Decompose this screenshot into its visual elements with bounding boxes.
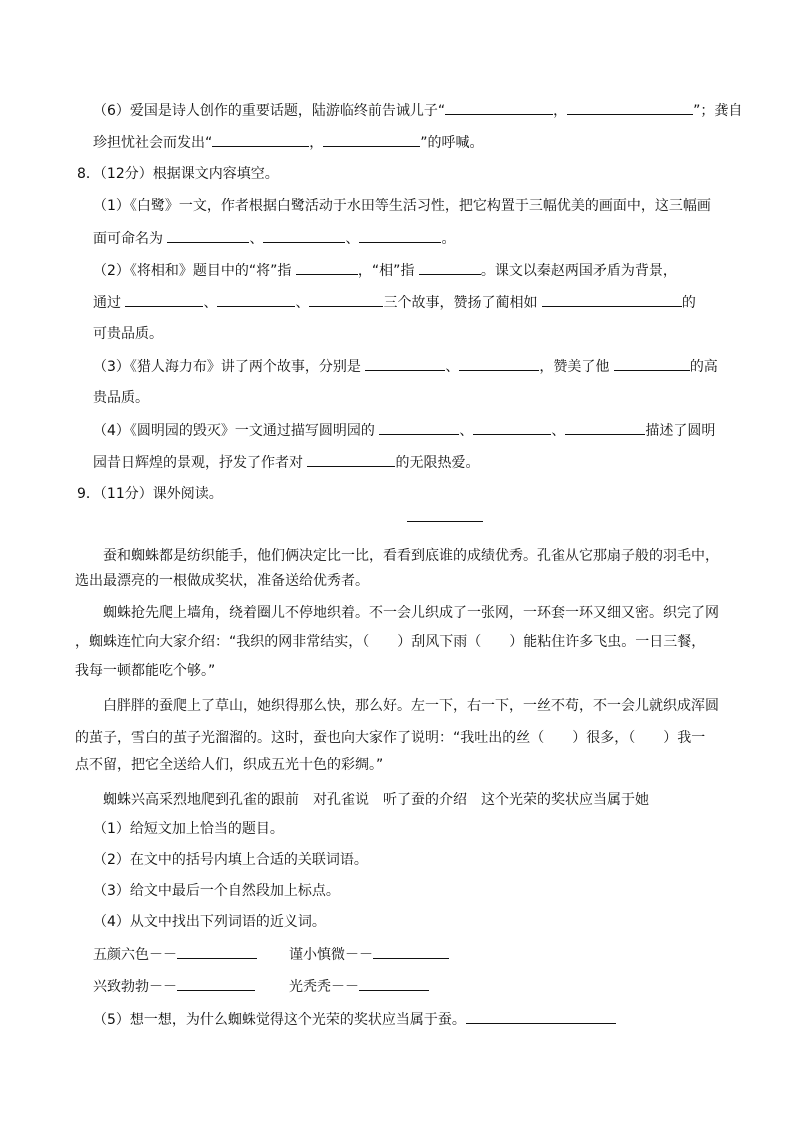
blank[interactable] (217, 292, 295, 307)
q8-4-line2 (93, 452, 479, 473)
passage-text: 白胖胖的蚕爬上了草山，她织得那么快，那么好。左一下，右一下，一丝不苟，不一会儿就织成浑圆 (103, 698, 719, 714)
q8-2-text-f: 的 (681, 295, 696, 311)
end-mark: 。 (441, 231, 456, 247)
q8-4-text-b: 描述了圆明 (645, 423, 716, 439)
blank[interactable] (323, 132, 420, 147)
synonym-row-2b (289, 976, 429, 997)
sep: 、 (445, 359, 460, 375)
passage-text: 我每一顿都能吃个够。” (75, 663, 216, 679)
q9-task-5 (93, 1009, 616, 1030)
q8-4-text-c: 园昔日辉煌的景观，抒发了作者对 (93, 455, 303, 471)
q8-4-text-a: （4）《圆明园的毁灭》一文通过描写圆明园的 (93, 423, 375, 439)
q8-2-text-g: 可贵品质。 (93, 326, 163, 342)
passage-p4 (103, 790, 649, 810)
passage-text: 蚕和蜘蛛都是纺织能手，他们俩决定比一比，看看到底谁的成绩优秀。孔雀从它那扇子般的羽毛中， (103, 548, 719, 564)
blank[interactable] (309, 292, 383, 307)
blank[interactable] (359, 976, 429, 991)
q8-3-line1 (93, 356, 718, 377)
synonym-word: 谨小慎微－－ (289, 947, 373, 963)
q8-2-line3 (93, 324, 163, 344)
q9-heading (77, 484, 223, 504)
passage-p1-line2 (75, 571, 369, 591)
q8-2-text-b: ，“相”指 (357, 263, 415, 279)
sep: 、 (459, 423, 474, 439)
blank[interactable] (466, 1009, 616, 1024)
q7-6-text-d: 珍担忧社会而发出“ (93, 135, 213, 151)
q8-3-text-b: ，赞美了他 (539, 359, 610, 375)
sep: 、 (551, 423, 566, 439)
task-text: （3）给文中最后一个自然段加上标点。 (93, 883, 340, 899)
q8-1-line2 (93, 228, 455, 249)
passage-text: 蜘蛛抢先爬上墙角，绕着圈儿不停地织着。不一会儿织成了一张网，一环套一环又细又密。织完了网 (103, 605, 719, 621)
q7-6-line2 (93, 132, 484, 153)
blank[interactable] (177, 944, 257, 959)
q8-4-text-d: 的无限热爱。 (395, 455, 480, 471)
blank[interactable] (365, 356, 445, 371)
synonym-word: 兴致勃勃－－ (93, 979, 177, 995)
synonym-word: 五颜六色－－ (93, 947, 177, 963)
synonym-word: 光秃秃－－ (289, 979, 359, 995)
passage-p1-line1 (103, 546, 719, 566)
blank[interactable] (445, 100, 553, 115)
blank[interactable] (373, 944, 449, 959)
q9-head-text: 9．（11分）课外阅读。 (77, 486, 223, 502)
sep: 、 (249, 231, 264, 247)
sep: 、 (203, 295, 218, 311)
q8-3-text-c: 的高 (689, 359, 718, 375)
blank[interactable] (167, 228, 249, 243)
q9-task-3 (93, 881, 340, 901)
q8-2-text-d: 通过 (93, 295, 121, 311)
passage-text: 蜘蛛兴高采烈地爬到孔雀的跟前 对孔雀说 听了蚕的介绍 这个光荣的奖状应当属于她 (103, 792, 649, 808)
blank[interactable] (473, 420, 551, 435)
q8-1-line1 (93, 196, 711, 216)
q7-6-text-f: ”的呼喊。 (420, 135, 484, 151)
blank[interactable] (419, 260, 481, 275)
blank[interactable] (565, 420, 645, 435)
blank[interactable] (567, 100, 693, 115)
q7-6-text-e: ， (309, 135, 324, 151)
synonym-row-1a (93, 944, 257, 965)
q7-6-text-a: （6）爱国是诗人创作的重要话题，陆游临终前告诫儿子“ (93, 103, 446, 119)
q8-2-text-a: （2）《将相和》题目中的“将”指 (93, 263, 292, 279)
q8-1-text-b: 面可命名为 (93, 231, 163, 247)
sep: 、 (295, 295, 310, 311)
q7-6-text-b: ， (553, 103, 568, 119)
passage-p3-line3 (75, 755, 383, 775)
q7-6-text-c: ”；龚自 (693, 103, 743, 119)
blank[interactable] (177, 976, 255, 991)
q9-task-2 (93, 850, 368, 870)
task-text: （4）从文中找出下列词语的近义词。 (93, 914, 326, 930)
q8-3-text-a: （3）《猎人海力布》讲了两个故事，分别是 (93, 359, 361, 375)
q8-4-line1 (93, 420, 715, 441)
q7-6-line1 (93, 100, 742, 121)
blank[interactable] (614, 356, 690, 371)
blank[interactable] (125, 292, 203, 307)
passage-title-blank[interactable] (407, 521, 483, 522)
task-text: （2）在文中的括号内填上合适的关联词语。 (93, 852, 368, 868)
q8-3-text-d: 贵品质。 (93, 390, 149, 406)
q8-2-line2 (93, 292, 696, 313)
blank[interactable] (307, 452, 395, 467)
q8-heading (77, 164, 279, 184)
q8-head-text: 8．（12分）根据课文内容填空。 (77, 166, 279, 182)
q8-3-line2 (93, 388, 149, 408)
task-text: （5）想一想，为什么蜘蛛觉得这个光荣的奖状应当属于蚕。 (93, 1012, 466, 1028)
task-text: （1）给短文加上恰当的题目。 (93, 821, 284, 837)
q9-task-4 (93, 912, 326, 932)
blank[interactable] (459, 356, 539, 371)
blank[interactable] (263, 228, 345, 243)
passage-text: 的茧子，雪白的茧子光溜溜的。这时，蚕也向大家作了说明：“我吐出的丝（ ）很多，（ ）我一 (75, 730, 706, 746)
blank[interactable] (296, 260, 358, 275)
blank[interactable] (379, 420, 459, 435)
passage-text: 选出最漂亮的一根做成奖状，准备送给优秀者。 (75, 573, 369, 589)
passage-text: ，蜘蛛连忙向大家介绍：“我织的网非常结实，（ ）刮风下雨（ ）能粘住许多飞虫。一日三餐， (75, 634, 706, 650)
sep: 、 (345, 231, 360, 247)
q8-2-text-e: 三个故事，赞扬了蔺相如 (383, 295, 538, 311)
q8-2-line1 (93, 260, 677, 281)
synonym-row-1b (289, 944, 449, 965)
passage-text: 点不留，把它全送给人们，织成五光十色的彩绸。” (75, 757, 384, 773)
q8-1-text-a: （1）《白鹭》一文，作者根据白鹭活动于水田等生活习性，把它构置于三幅优美的画面中，这三幅画 (93, 198, 711, 214)
passage-p2-line3 (75, 661, 215, 681)
synonym-row-2a (93, 976, 255, 997)
passage-p3-line2 (75, 728, 705, 748)
passage-p2-line2 (75, 632, 705, 652)
blank[interactable] (212, 132, 309, 147)
blank[interactable] (359, 228, 441, 243)
passage-p2-line1 (103, 603, 719, 623)
q8-2-text-c: 。课文以秦赵两国矛盾为背景， (480, 263, 677, 279)
blank[interactable] (542, 292, 682, 307)
passage-p3-line1 (103, 696, 719, 716)
q9-task-1 (93, 819, 284, 839)
